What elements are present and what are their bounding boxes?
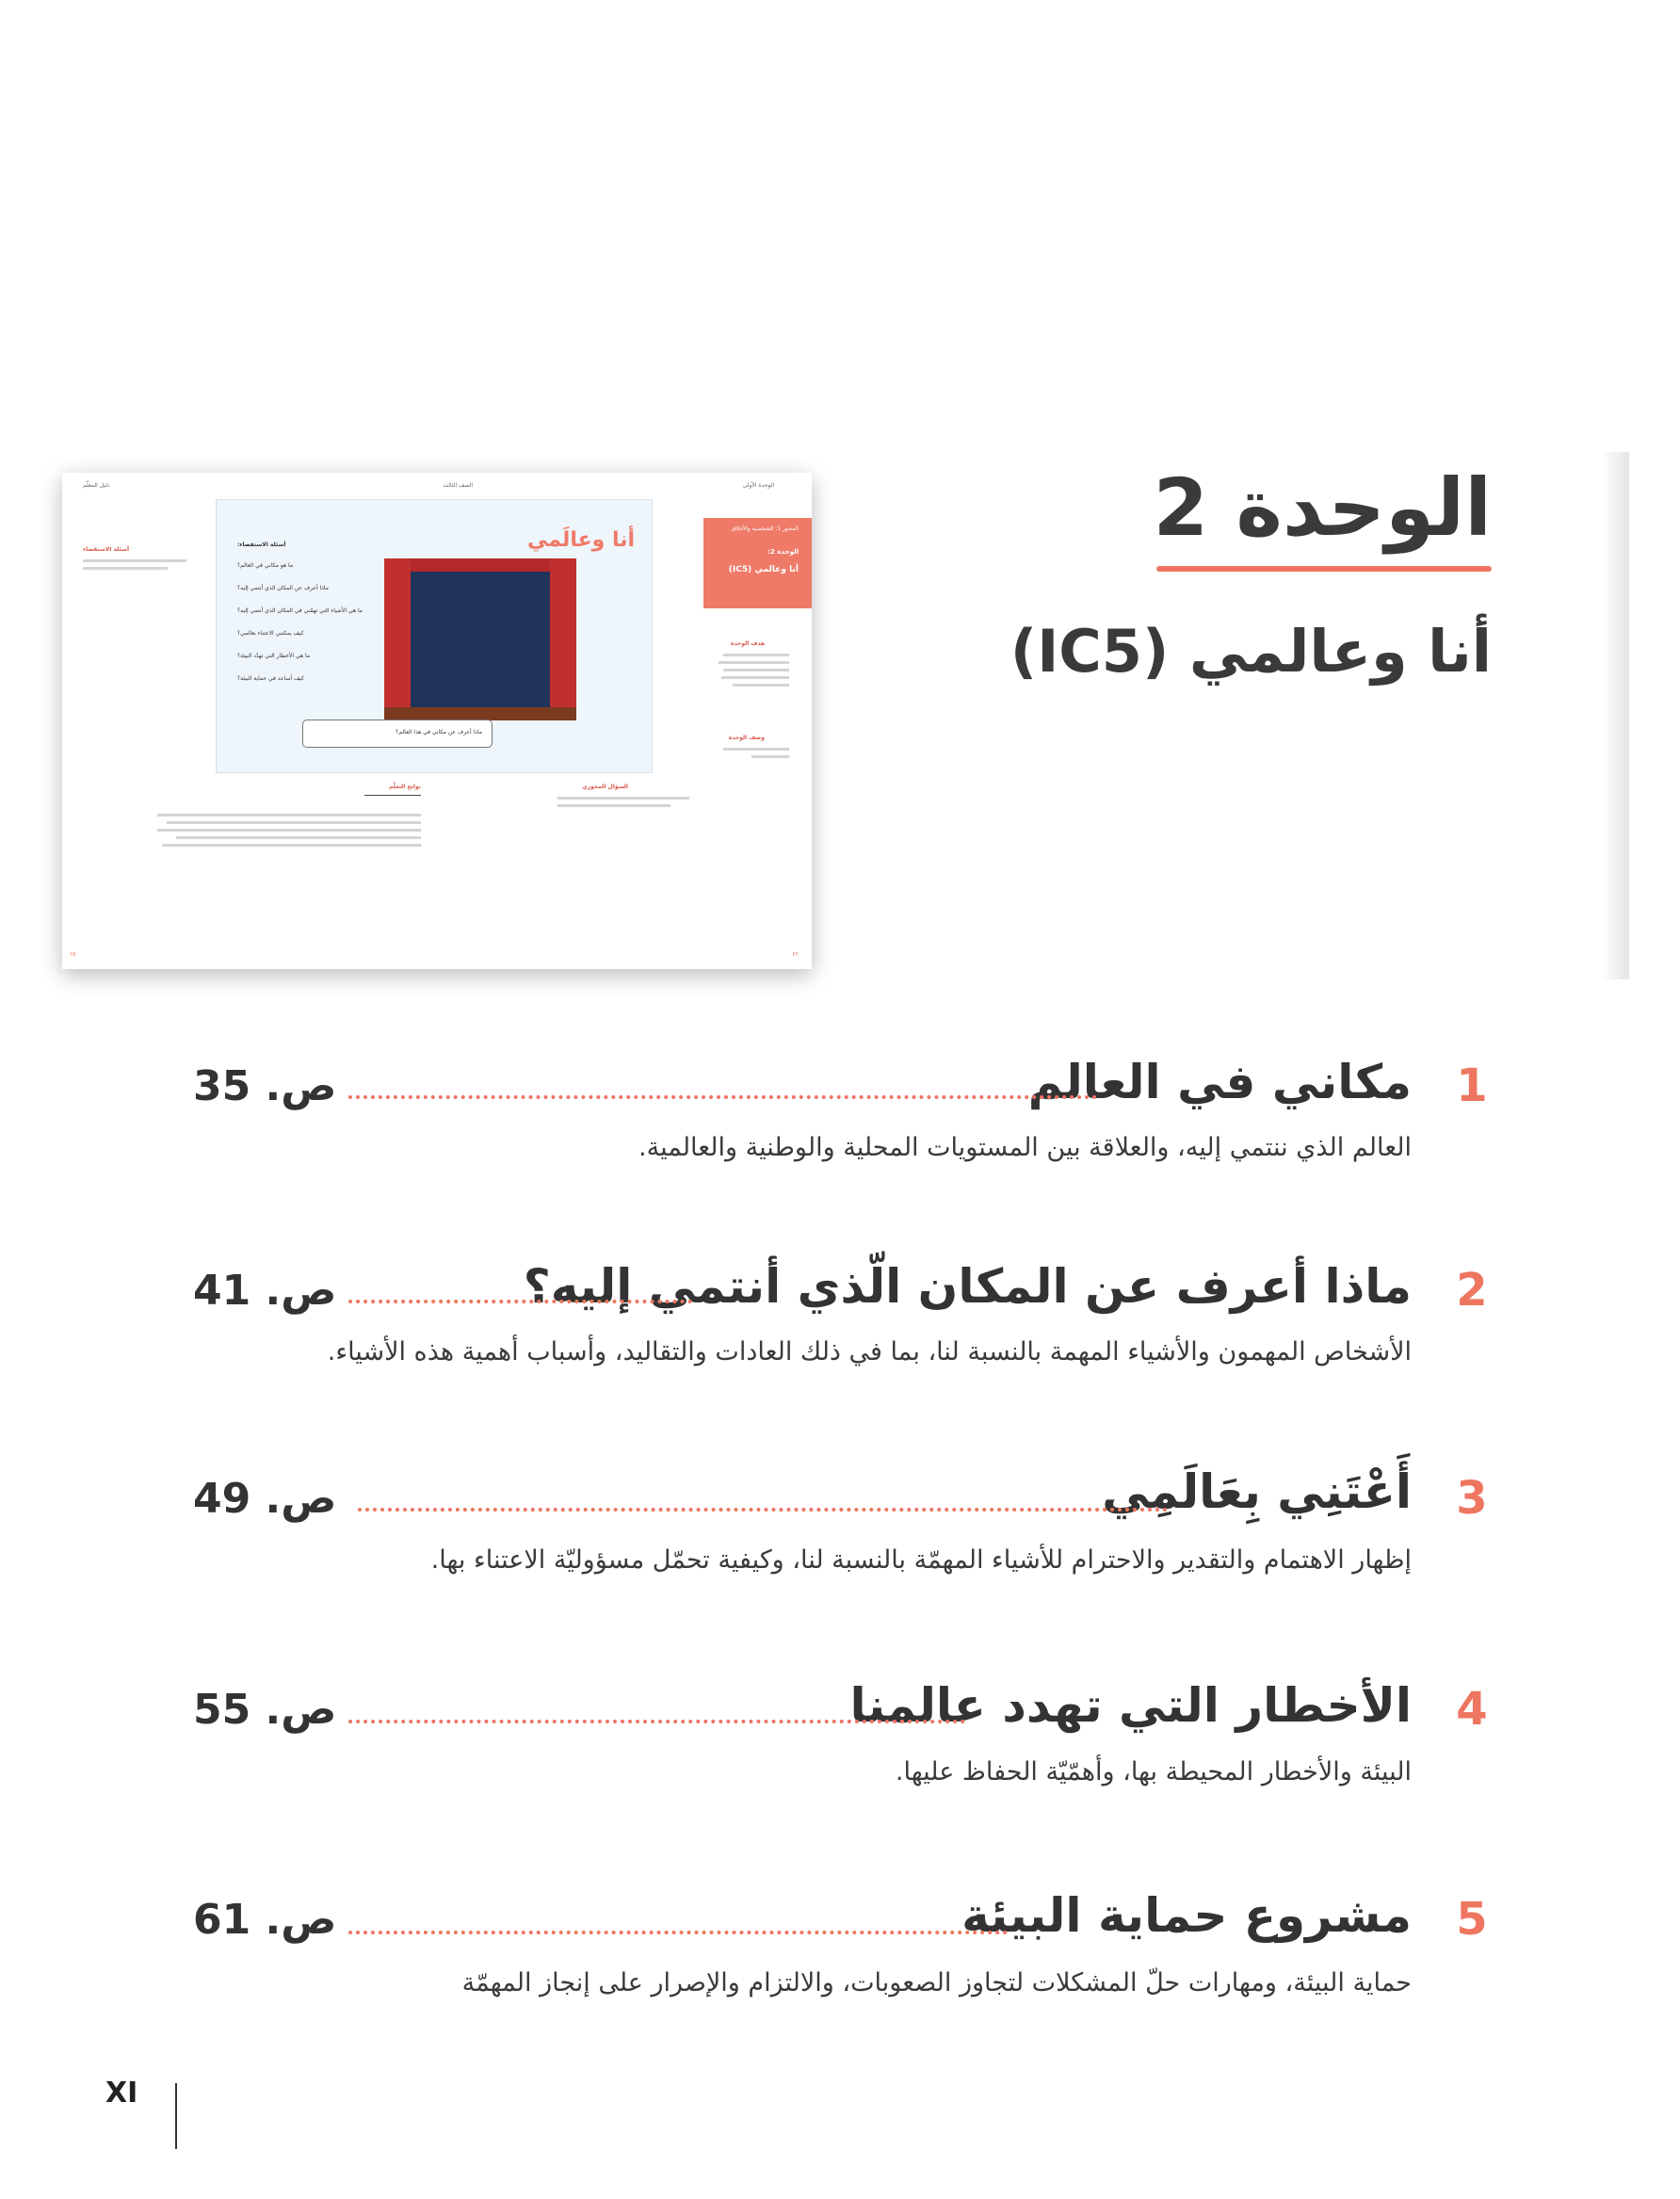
toc-page-number: ص. 35: [193, 1062, 337, 1110]
toc-description: إظهار الاهتمام والتقدير والاحترام للأشياء المهمّة بالنسبة لنا، وكيفية تحمّل مسؤوليّة الاعتناء بها.: [430, 1545, 1412, 1575]
toc-description: العالم الذي ننتمي إليه، والعلاقة بين المستويات المحلية والوطنية والعالمية.: [638, 1133, 1412, 1162]
toc-title: أَعْتَنِي بِعَالَمِي: [1102, 1464, 1412, 1519]
thumb-question: ماذا أعرف عن المكان الذي أنتمي إليه؟: [237, 585, 329, 591]
page-shadow: [1601, 452, 1629, 979]
thumb-curtain-top: [384, 558, 576, 572]
thumb-side-heading-2: وصف الوحدة: [728, 735, 765, 741]
thumb-curtain-right: [550, 558, 576, 709]
toc-dot-leader: [348, 1300, 692, 1303]
thumb-question: كيف أساعد في حماية البيئة؟: [237, 675, 304, 682]
toc-number: 1: [1456, 1059, 1488, 1112]
thumb-page-right: ٢٢: [792, 951, 799, 958]
toc-dot-leader: [358, 1508, 1168, 1512]
toc-page-number: ص. 55: [193, 1686, 337, 1734]
thumb-stage-backdrop: [411, 572, 550, 707]
thumb-side-heading-1: هدف الوحدة: [730, 640, 765, 647]
toc-number: 4: [1456, 1683, 1488, 1736]
toc-dot-leader: [348, 1095, 1097, 1099]
toc-description: البيئة والأخطار المحيطة بها، وأهمّيّة الحفاظ عليها.: [895, 1757, 1412, 1787]
thumb-question: كيف يمكنني الاعتناء بعالمي؟: [237, 630, 304, 637]
toc-number: 3: [1456, 1472, 1488, 1525]
thumb-bottom-heading-2: نواتج التعلّم: [388, 784, 421, 790]
toc-title: الأخطار التي تهدد عالمنا: [849, 1678, 1412, 1733]
unit-title-underline: [1156, 566, 1492, 572]
thumb-header-center: الصف الثالث: [443, 482, 473, 489]
thumb-curtain-left: [384, 558, 411, 709]
thumb-bubble-text: ماذا أعرف عن مكاني في هذا العالم؟: [396, 729, 482, 736]
toc-title: ماذا أعرف عن المكان الّذي أنتمي إليه؟: [523, 1259, 1412, 1314]
thumb-header-left: دليل المعلّم: [83, 482, 110, 489]
folio-rule: [175, 2083, 177, 2149]
guide-spread-thumbnail: [62, 473, 812, 969]
toc-number: 2: [1456, 1264, 1488, 1317]
thumb-page-left: ٢٥: [70, 951, 76, 958]
thumb-side-heading-3: أسئلة الاستقصاء: [83, 546, 130, 553]
toc-description: حماية البيئة، ومهارات حلّ المشكلات لتجاوز الصعوبات، والالتزام والإصرار على إنجاز المهمّة: [461, 1968, 1412, 1997]
unit-title: الوحدة 2: [1153, 461, 1492, 554]
toc-dot-leader: [348, 1931, 1008, 1934]
toc-description: الأشخاص المهمون والأشياء المهمة بالنسبة لنا، بما في ذلك العادات والتقاليد، وأسباب أهمية هذه الأشياء.: [327, 1337, 1412, 1366]
toc-title: مكاني في العالم: [1027, 1055, 1412, 1109]
thumb-illustration-title: أنا وعالَمي: [527, 528, 635, 552]
thumb-question: ما هي الأشياء التي تهمّني في المكان الذي أنتمي إليه؟: [237, 607, 363, 614]
thumb-question: ما هو مكاني في العالم؟: [237, 562, 294, 569]
toc-page-number: ص. 49: [193, 1475, 337, 1523]
thumb-question: ما هي الأخطار التي تهدّد البيئة؟: [237, 653, 311, 659]
thumb-bottom-heading-1: السؤال المحوري: [582, 784, 628, 790]
thumb-banner-title: أنا وعالمي (IC5): [728, 565, 799, 574]
unit-subtitle: أنا وعالمي (IC5): [1010, 617, 1492, 686]
toc-page-number: ص. 41: [193, 1267, 337, 1315]
thumb-banner-unit: الوحدة 2:: [767, 548, 799, 556]
thumb-header-right: الوحدة الأولى: [742, 482, 774, 489]
thumb-stage: [384, 707, 576, 720]
toc-page-number: ص. 61: [193, 1896, 337, 1944]
thumb-questions-heading: أسئلة الاستقصاء:: [237, 542, 286, 548]
thumb-banner-axis: المحور 1: الشخصية والأخلاق: [731, 525, 799, 532]
thumb-speech-bubble: [302, 720, 493, 748]
toc-dot-leader: [348, 1720, 965, 1723]
page-folio: XI: [105, 2077, 138, 2110]
toc-title: مشروع حماية البيئة: [961, 1888, 1412, 1943]
toc-number: 5: [1456, 1893, 1488, 1946]
